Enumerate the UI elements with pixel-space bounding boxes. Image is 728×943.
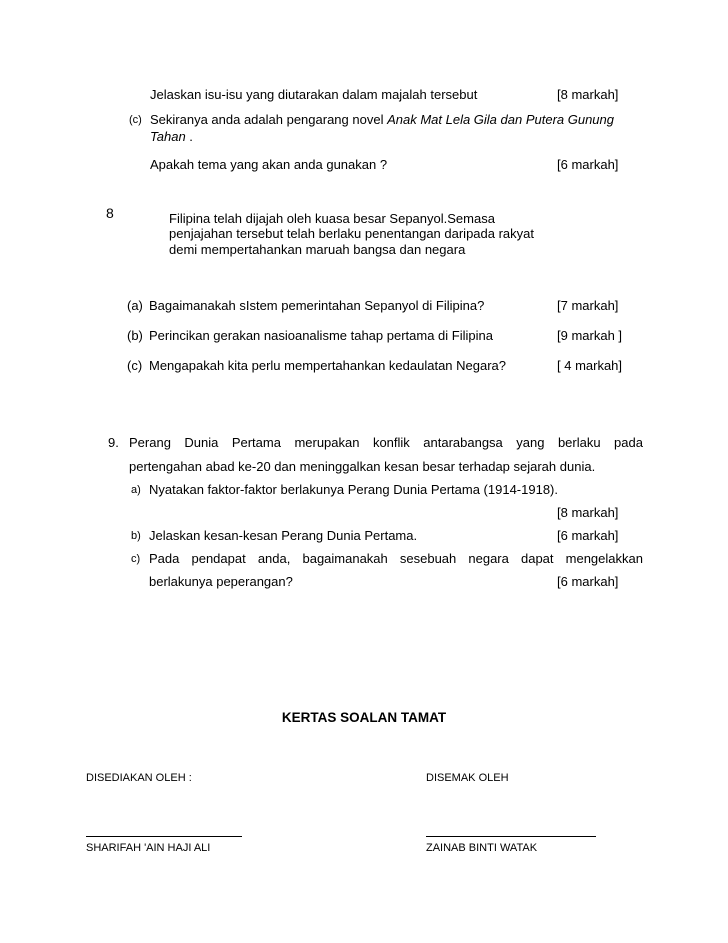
q9-c-word: sesebuah	[399, 551, 457, 566]
q9-c-label: c)	[131, 553, 141, 565]
q9-c-word: mengelakkan	[565, 551, 643, 566]
q9-b-marks: [6 markah]	[557, 528, 619, 543]
q9-intro-word: konflik	[372, 435, 410, 450]
q8-b-marks: [9 markah ]	[557, 328, 623, 343]
prepared-by-signature-line	[86, 836, 242, 837]
q7-c-text-line2	[150, 129, 193, 144]
q9-number: 9.	[108, 435, 119, 450]
q9-intro-word: Perang	[129, 435, 171, 450]
q9-c-word: pendapat	[191, 551, 246, 566]
q7-c-label: (c)	[129, 114, 142, 126]
q9-intro-line-2: pertengahan abad ke-20 dan meninggalkan kesan besar terhadap sejarah dunia.	[129, 459, 596, 474]
q9-c-marks: [6 markah]	[557, 574, 619, 589]
q8-number: 8	[106, 205, 114, 221]
q9-a-marks: [8 markah]	[557, 505, 619, 520]
q9-intro-line-1	[129, 435, 643, 450]
q9-intro-word: pada	[614, 435, 643, 450]
prepared-by-name: SHARIFAH 'AIN HAJI ALI	[86, 842, 211, 854]
q8-a-label: (a)	[127, 298, 143, 313]
q9-c-word: bagaimanakah	[302, 551, 388, 566]
q7-c-novel-title: Anak Mat Lela Gila dan Putera Gunung	[387, 112, 615, 127]
q8-b-label: (b)	[127, 328, 143, 343]
q9-b-text: Jelaskan kesan-kesan Perang Dunia Pertama.	[149, 528, 418, 543]
q8-passage-line-2: penjajahan tersebut telah berlaku penentangan daripada rakyat	[169, 226, 534, 241]
q7-b-text: Jelaskan isu-isu yang diutarakan dalam majalah tersebut	[150, 87, 478, 102]
q8-passage-line-3: demi mempertahankan maruah bangsa dan negara	[169, 242, 466, 257]
q7-c-text	[150, 112, 614, 127]
q8-c-text: Mengapakah kita perlu mempertahankan kedaulatan Negara?	[149, 358, 507, 373]
q8-c-marks: [ 4 markah]	[557, 358, 623, 373]
q9-c-word: dapat	[520, 551, 554, 566]
q8-b-text: Perincikan gerakan nasioanalisme tahap pertama di Filipina	[149, 328, 493, 343]
q7-c-period: .	[185, 129, 193, 144]
q9-a-label: a)	[131, 484, 141, 496]
q7-c-novel-title-end: Tahan	[150, 129, 186, 144]
q9-b-label: b)	[131, 530, 141, 542]
prepared-by-label: DISEDIAKAN OLEH :	[86, 772, 192, 784]
q8-passage-line-1: Filipina telah dijajah oleh kuasa besar Sepanyol.Semasa	[169, 211, 495, 226]
q9-a-text: Nyatakan faktor-faktor berlakunya Perang Dunia Pertama (1914-1918).	[149, 482, 558, 497]
q7-c-question: Apakah tema yang akan anda gunakan ?	[150, 157, 388, 172]
q9-intro-word: merupakan	[294, 435, 360, 450]
checked-by-label: DISEMAK OLEH	[426, 772, 509, 784]
q8-a-text: Bagaimanakah sIstem pemerintahan Sepanyol di Filipina?	[149, 298, 485, 313]
q9-c-line-2: berlakunya peperangan?	[149, 574, 293, 589]
q8-c-label: (c)	[127, 358, 143, 373]
q9-c-word: negara	[468, 551, 509, 566]
q7-c-text-plain: Sekiranya anda adalah pengarang novel	[150, 112, 388, 127]
checked-by-signature-line	[426, 836, 596, 837]
q9-c-word: Pada	[149, 551, 180, 566]
q9-c-word: anda,	[257, 551, 291, 566]
q9-intro-word: Pertama	[231, 435, 281, 450]
q8-a-marks: [7 markah]	[557, 298, 619, 313]
q9-intro-word: yang	[516, 435, 545, 450]
q9-intro-word: berlaku	[557, 435, 601, 450]
q7-b-marks: [8 markah]	[557, 87, 619, 102]
end-of-paper-title: KERTAS SOALAN TAMAT	[281, 710, 447, 725]
checked-by-name: ZAINAB BINTI WATAK	[426, 842, 538, 854]
q9-intro-word: antarabangsa	[423, 435, 503, 450]
q9-intro-word: Dunia	[184, 435, 219, 450]
q7-c-marks: [6 markah]	[557, 157, 619, 172]
q9-c-line-1	[149, 551, 643, 566]
